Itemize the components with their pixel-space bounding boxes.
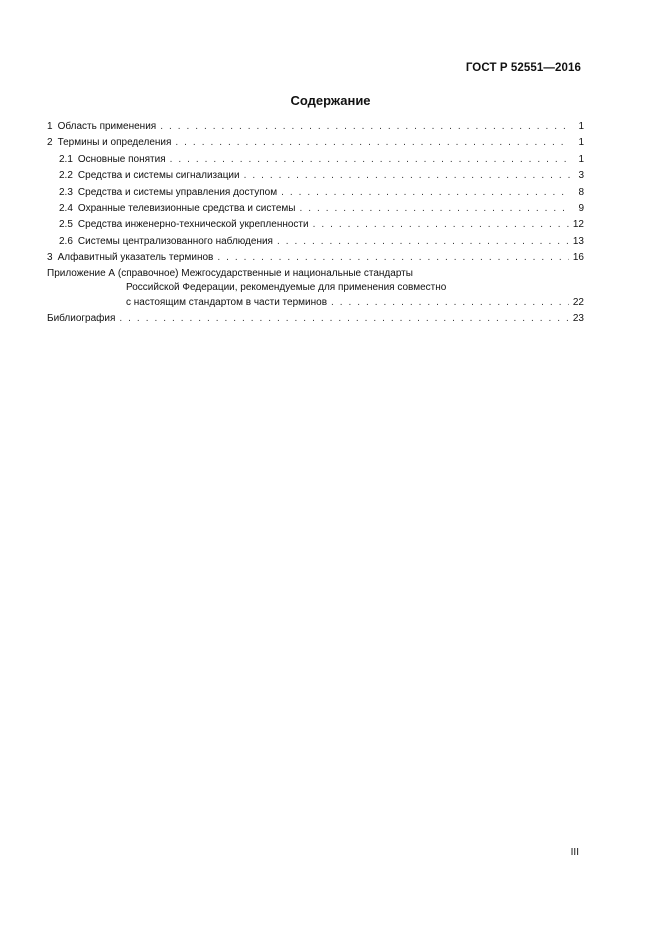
toc-leader-dots xyxy=(160,119,570,135)
toc-entry-number: 2.6 xyxy=(59,235,73,247)
toc-entry-label: Область применения xyxy=(57,121,157,132)
toc-entry-label: Средства и системы сигнализации xyxy=(77,170,240,182)
toc-entry-label: Средства и системы управления доступом xyxy=(77,186,278,198)
toc-entry-page: 23 xyxy=(572,312,584,324)
toc-entry-1[interactable] xyxy=(47,119,584,135)
toc-entry-bibliography[interactable] xyxy=(47,311,584,327)
document-code: ГОСТ Р 52551—2016 xyxy=(465,62,581,74)
toc-entry-page: 8 xyxy=(578,186,584,198)
toc-entry-number: 2.5 xyxy=(59,219,73,231)
toc-entry-2[interactable] xyxy=(47,135,584,151)
toc-entry-2-3[interactable] xyxy=(47,185,584,201)
toc-entry-page: 22 xyxy=(572,296,584,308)
toc-leader-dots xyxy=(281,185,570,201)
toc-leader-dots xyxy=(119,311,568,327)
toc-entry-number: 3 xyxy=(47,252,53,264)
page-number: III xyxy=(570,847,579,858)
toc-leader-dots xyxy=(244,168,570,184)
toc-entry-page: 1 xyxy=(578,137,584,149)
toc-title: Содержание xyxy=(290,93,371,108)
toc-entry-2-4[interactable] xyxy=(47,201,584,217)
toc-entry-page: 12 xyxy=(572,219,584,231)
toc-entry-label: Основные понятия xyxy=(77,153,166,165)
toc-entry-label: Средства инженерно-технической укрепленности xyxy=(77,219,309,231)
toc-leader-dots xyxy=(217,250,569,266)
toc-entry-number: 1 xyxy=(47,121,53,132)
toc-entry-2-6[interactable] xyxy=(47,234,584,250)
toc-leader-dots xyxy=(175,135,570,151)
toc-entry-label: с настоящим стандартом в части терминов xyxy=(126,296,328,308)
toc-entry-page: 9 xyxy=(578,202,584,214)
appendix-title-line-2: Российской Федерации, рекомендуемые для применения совместно xyxy=(126,281,447,293)
toc-entry-2-5[interactable] xyxy=(47,217,584,233)
toc-leader-dots xyxy=(299,201,570,217)
toc-entry-2-2[interactable] xyxy=(47,168,584,184)
toc-entry-number: 2.1 xyxy=(59,153,73,165)
toc-entry-page: 16 xyxy=(572,252,584,264)
appendix-title-line-3 xyxy=(47,295,584,311)
toc-entry-page: 1 xyxy=(578,121,584,132)
toc-leader-dots xyxy=(277,234,569,250)
toc-entry-page: 13 xyxy=(572,235,584,247)
table-of-contents xyxy=(47,119,584,327)
appendix-title-line-1: Приложение А (справочное) Межгосударственные и национальные стандарты xyxy=(47,267,413,279)
toc-leader-dots xyxy=(170,152,570,168)
toc-entry-page: 1 xyxy=(578,153,584,165)
toc-entry-number: 2.2 xyxy=(59,170,73,182)
toc-entry-3[interactable] xyxy=(47,250,584,266)
toc-entry-label: Термины и определения xyxy=(57,137,172,149)
toc-entry-number: 2 xyxy=(47,137,53,149)
toc-entry-2-1[interactable] xyxy=(47,152,584,168)
toc-entry-number: 2.3 xyxy=(59,186,73,198)
toc-entry-label: Алфавитный указатель терминов xyxy=(57,252,214,264)
toc-leader-dots xyxy=(313,217,569,233)
toc-leader-dots xyxy=(331,295,569,311)
toc-entry-label: Охранные телевизионные средства и системы xyxy=(77,202,296,214)
toc-entry-number: 2.4 xyxy=(59,202,73,214)
toc-entry-appendix-a[interactable] xyxy=(47,267,584,311)
toc-entry-label: Системы централизованного наблюдения xyxy=(77,235,273,247)
toc-entry-label: Библиография xyxy=(47,312,116,324)
toc-entry-page: 3 xyxy=(578,170,584,182)
